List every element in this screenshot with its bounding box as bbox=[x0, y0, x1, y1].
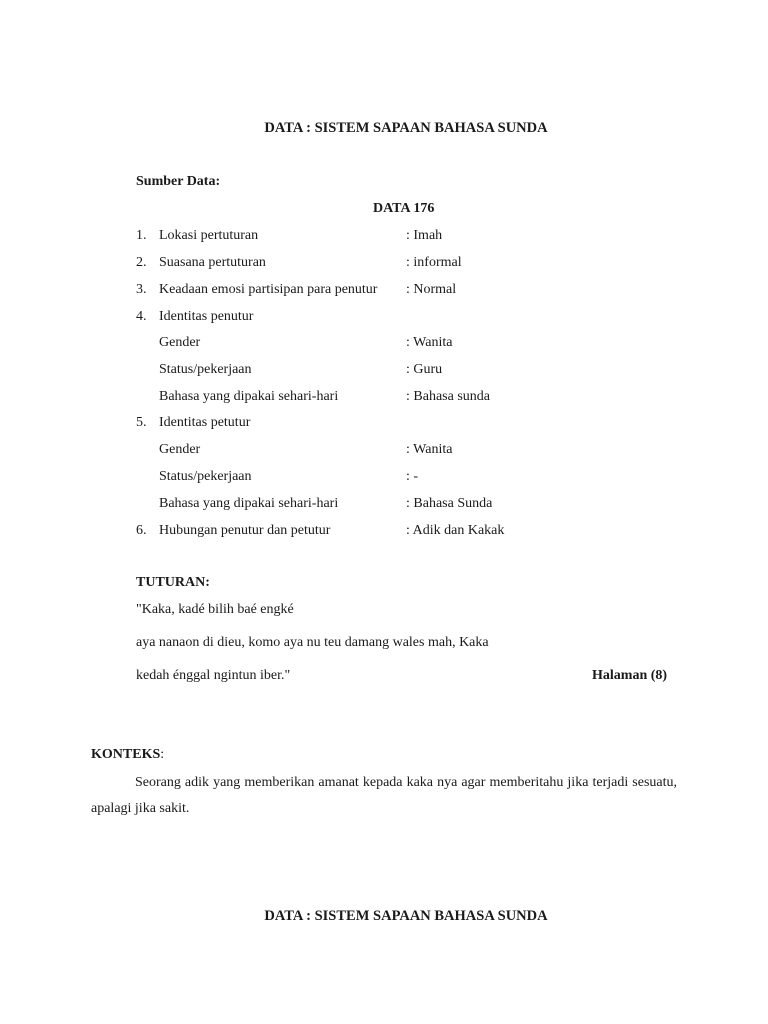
item-value: : Bahasa Sunda bbox=[406, 496, 493, 511]
item-value: : informal bbox=[406, 255, 462, 270]
list-item bbox=[0, 335, 768, 355]
item-label: Gender bbox=[159, 442, 201, 457]
item-label: Gender bbox=[159, 335, 201, 350]
list-item bbox=[0, 523, 768, 543]
list-item bbox=[0, 469, 768, 489]
sumber-data-label: Sumber Data: bbox=[136, 174, 221, 189]
konteks-paragraph: Seorang adik yang memberikan amanat kepada kaka nya agar memberitahu jika terjadi sesuatu, apalagi jika sakit. bbox=[91, 775, 677, 816]
item-label: Identitas penutur bbox=[159, 309, 254, 324]
item-value: : Imah bbox=[406, 228, 443, 243]
item-label: Bahasa yang dipakai sehari-hari bbox=[159, 496, 339, 511]
list-item bbox=[0, 415, 768, 435]
list-item bbox=[0, 362, 768, 382]
item-label: Keadaan emosi partisipan para penutur bbox=[159, 282, 378, 297]
item-value: : Wanita bbox=[406, 442, 453, 457]
list-item bbox=[0, 282, 768, 302]
item-number: 5. bbox=[136, 415, 147, 430]
konteks-heading bbox=[91, 747, 164, 763]
item-value: : Normal bbox=[406, 282, 457, 297]
list-item bbox=[0, 255, 768, 275]
item-value: : Adik dan Kakak bbox=[406, 523, 505, 538]
halaman-reference: Halaman (8) bbox=[592, 668, 668, 683]
item-number: 6. bbox=[136, 523, 147, 538]
item-number: 1. bbox=[136, 228, 147, 243]
item-label: Hubungan penutur dan petutur bbox=[159, 523, 331, 538]
item-value: : - bbox=[406, 469, 419, 484]
item-label: Lokasi pertuturan bbox=[159, 228, 259, 243]
data-number: DATA 176 bbox=[373, 201, 435, 216]
list-item bbox=[0, 389, 768, 409]
item-value: : Bahasa sunda bbox=[406, 389, 490, 404]
document-title: DATA : SISTEM SAPAAN BAHASA SUNDA bbox=[264, 120, 548, 136]
item-number: 3. bbox=[136, 282, 147, 297]
list-item bbox=[0, 228, 768, 248]
tuturan-line: aya nanaon di dieu, komo aya nu teu damang wales mah, Kaka bbox=[136, 635, 489, 650]
item-number: 4. bbox=[136, 309, 147, 324]
list-item bbox=[0, 309, 768, 329]
tuturan-line: kedah énggal ngintun iber." bbox=[136, 668, 291, 683]
item-label: Identitas petutur bbox=[159, 415, 251, 430]
tuturan-heading: TUTURAN: bbox=[136, 575, 210, 590]
item-label: Status/pekerjaan bbox=[159, 362, 252, 377]
item-value: : Wanita bbox=[406, 335, 453, 350]
item-value: : Guru bbox=[406, 362, 443, 377]
konteks-colon: : bbox=[160, 747, 165, 762]
document-title-next: DATA : SISTEM SAPAAN BAHASA SUNDA bbox=[264, 908, 548, 924]
konteks-label: KONTEKS bbox=[91, 747, 161, 762]
list-item bbox=[0, 442, 768, 462]
item-label: Status/pekerjaan bbox=[159, 469, 252, 484]
list-item bbox=[0, 496, 768, 516]
item-label: Bahasa yang dipakai sehari-hari bbox=[159, 389, 339, 404]
tuturan-line: "Kaka, kadé bilih baé engké bbox=[136, 602, 294, 617]
item-label: Suasana pertuturan bbox=[159, 255, 266, 270]
item-number: 2. bbox=[136, 255, 147, 270]
